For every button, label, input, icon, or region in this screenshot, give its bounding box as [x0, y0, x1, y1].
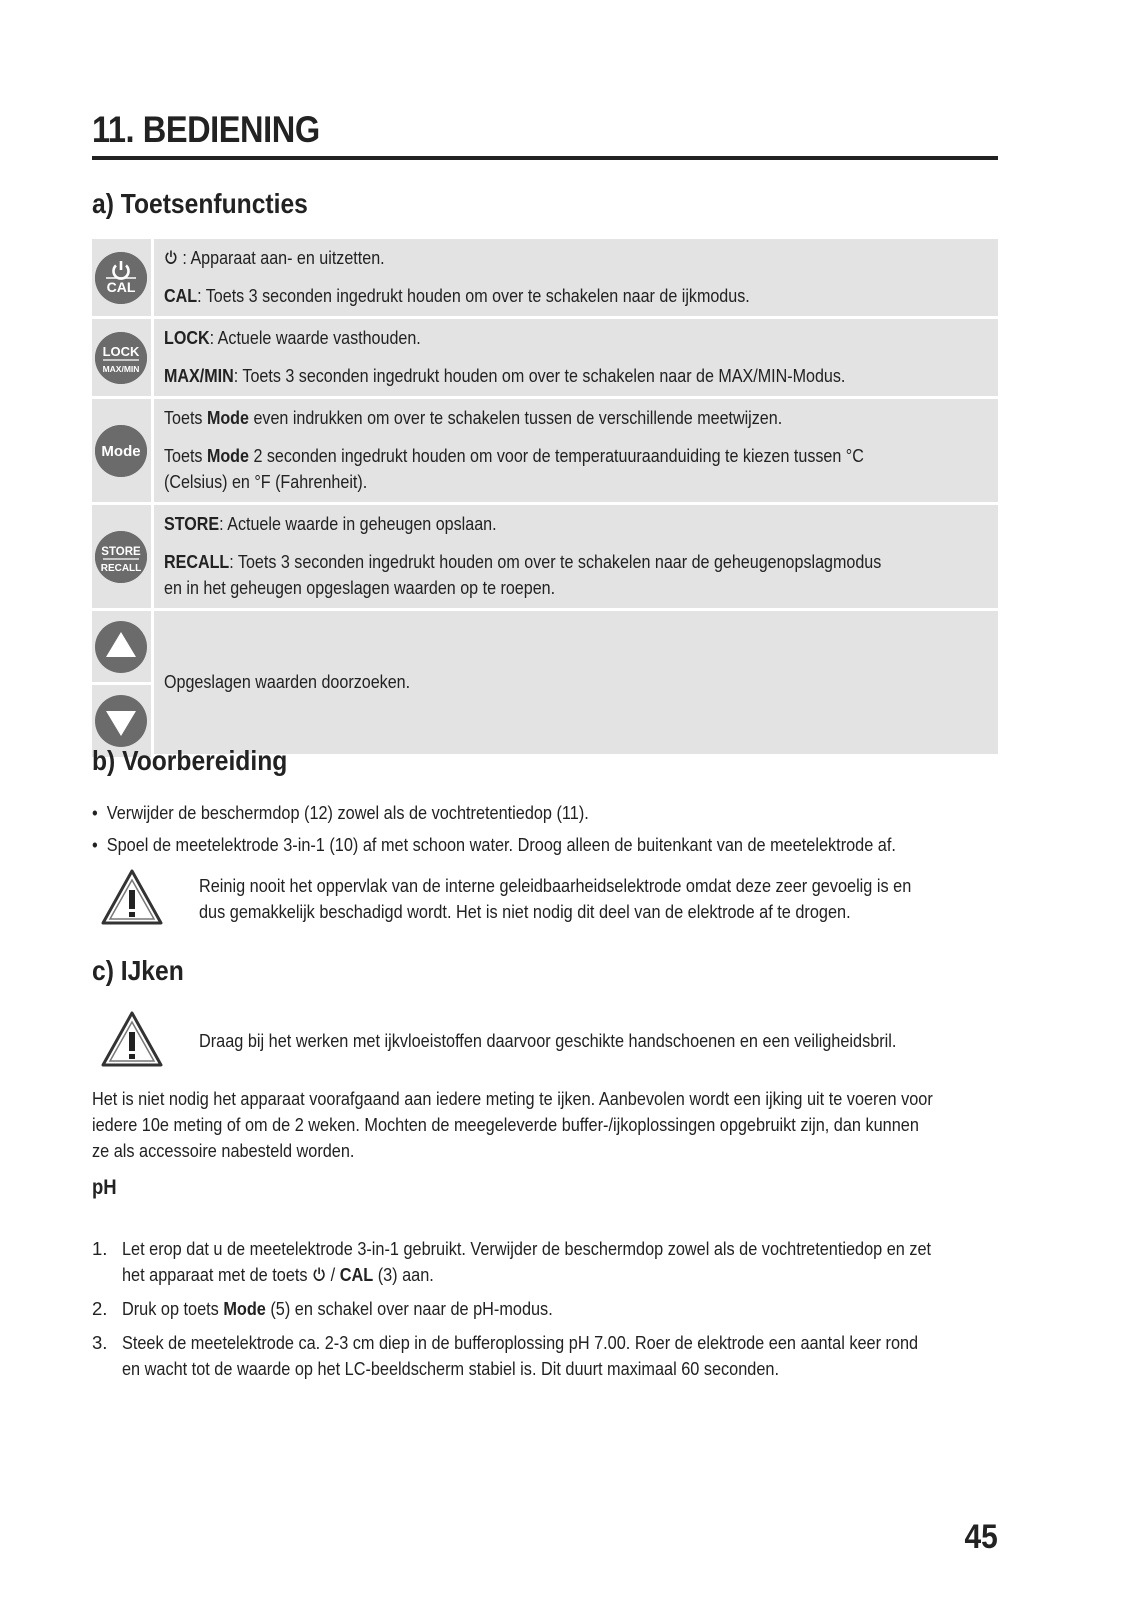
calibration-paragraph: Het is niet nodig het apparaat voorafgaand aan iedere meting te ijken. Aanbevolen wordt een ijking uit te voeren voor iedere 10e meting of om de 2 weken. Mochten de meegeleverde buffer-/ijkoplossingen opgebruikt zijn, dan kunnen ze als accessoire nabesteld worden. [92, 1088, 933, 1161]
warning-icon [100, 1010, 164, 1068]
store-recall-icon [95, 531, 147, 583]
description-line: en in het geheugen opgeslagen waarden op te roepen. [163, 577, 555, 598]
svg-text:RECALL: RECALL [100, 562, 142, 574]
description-line: STORE: Actuele waarde in geheugen opslaan. [163, 513, 497, 534]
description-line: CAL: Toets 3 seconden ingedrukt houden om over te schakelen naar de ijkmodus. [163, 285, 750, 306]
description-line: RECALL: Toets 3 seconden ingedrukt houden om over te schakelen naar de geheugenopslagmodus [163, 551, 881, 572]
key-cell [92, 319, 154, 399]
description-line: (Celsius) en °F (Fahrenheit). [163, 471, 367, 492]
lock-maxmin-icon [95, 332, 147, 384]
key-cell [92, 611, 154, 685]
key-cell [92, 399, 154, 505]
list-item: • Verwijder de beschermdop (12) zowel als de vochtretentiedop (11). [92, 802, 589, 823]
section-b-title: b) Voorbereiding [92, 745, 288, 776]
description-line: MAX/MIN: Toets 3 seconden ingedrukt houden om over te schakelen naar de MAX/MIN-Modus. [163, 365, 845, 386]
warning-icon [100, 868, 164, 926]
table-row [92, 611, 998, 685]
key-description [154, 399, 998, 505]
section-a-title: a) Toetsenfuncties [92, 188, 308, 219]
svg-text:CAL: CAL [106, 278, 136, 295]
section-c-title: c) IJken [92, 955, 184, 986]
key-description [154, 505, 998, 611]
key-description [154, 611, 998, 757]
ph-subheading: pH [92, 1176, 117, 1199]
power-icon [312, 1266, 326, 1282]
svg-text:LOCK: LOCK [102, 343, 140, 359]
list-item: 2. Druk op toets Mode (5) en schakel over naar de pH-modus. [92, 1298, 553, 1319]
arrow-down-icon [95, 695, 147, 747]
list-item: 1. Let erop dat u de meetelektrode 3-in-1 gebruikt. Verwijder de beschermdop zowel als de vochtretentiedop en zet het apparaat met de toets / CAL (3) aan. [92, 1238, 932, 1285]
ph-steps [92, 1236, 998, 1390]
description-line: Toets Mode 2 seconden ingedrukt houden om voor de temperatuuraanduiding te kiezen tussen °C [163, 445, 864, 466]
svg-text:MAX/MIN: MAX/MIN [102, 363, 140, 374]
power-icon [164, 249, 178, 265]
list-item: 3. Steek de meetelektrode ca. 2-3 cm diep in de bufferoplossing pH 7.00. Roer de elektrode een aantal keer rond en wacht tot de waarde op het LC-beeldscherm stabiel is. Dit duurt maximaal 60 seconden. [92, 1332, 919, 1379]
description-line: Opgeslagen waarden doorzoeken. [163, 671, 410, 692]
preparation-list [92, 800, 998, 864]
power-cal-icon [95, 252, 147, 304]
description-line: : Apparaat aan- en uitzetten. [164, 246, 988, 270]
chapter-header [92, 108, 998, 160]
warning-text: Draag bij het werken met ijkvloeistoffen daarvoor geschikte handschoenen en een veiligheidsbril. [199, 1030, 897, 1051]
table-row [92, 319, 998, 399]
arrow-up-icon [95, 621, 147, 673]
description-line: Toets Mode even indrukken om over te schakelen tussen de verschillende meetwijzen. [163, 407, 782, 428]
key-description [154, 239, 998, 319]
description-line: LOCK: Actuele waarde vasthouden. [163, 327, 421, 348]
warning-text: Reinig nooit het oppervlak van de interne geleidbaarheidselektrode omdat deze zeer gevoelig is en dus gemakkelijk beschadigd wordt. Het is niet nodig dit deel van de elektrode af te drogen. [199, 875, 912, 922]
svg-text:Mode: Mode [101, 442, 141, 460]
page-number: 45 [964, 1518, 998, 1556]
key-cell [92, 505, 154, 611]
key-functions-table [92, 239, 998, 757]
list-item: • Spoel de meetelektrode 3-in-1 (10) af met schoon water. Droog alleen de buitenkant van de meetelektrode af. [92, 834, 896, 855]
table-row [92, 505, 998, 611]
mode-icon [95, 425, 147, 477]
table-row [92, 239, 998, 319]
key-description [154, 319, 998, 399]
chapter-title: 11. BEDIENING [92, 109, 320, 150]
svg-text:STORE: STORE [101, 545, 141, 558]
table-row [92, 399, 998, 505]
key-cell [92, 239, 154, 319]
